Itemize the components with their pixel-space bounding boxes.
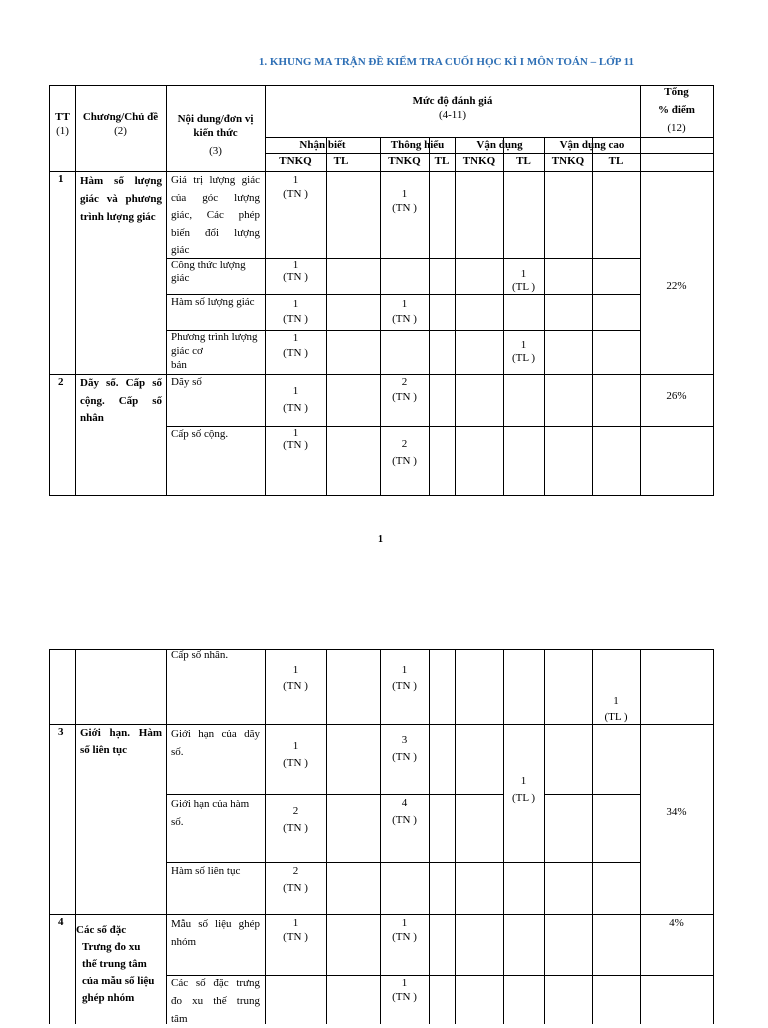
chapter-name: Giới hạn. Hàm số liên tục [80,727,162,756]
mark-cell: 1 (TN ) [392,298,417,325]
mark-cell: 1 (TN ) [392,664,417,692]
content-unit: Dãy số [171,376,202,388]
header-van-dung: Vận dụng [476,139,523,151]
mark-cell: 2 (TN ) [392,376,417,403]
mark-cell: 1 (TL ) [511,268,536,293]
header-tl: TL [516,155,531,167]
header-tnkq: TNKQ [462,155,496,167]
row-number: 3 [58,726,64,738]
content-unit: Công thức lượng giác [171,259,246,284]
chapter-name: Hàm số lượng giác và phương trình lượng giác [80,175,162,223]
mark-cell: 1 (TN ) [283,298,308,325]
row-number: 1 [58,173,64,185]
header-tl: TL [333,155,349,167]
mark-cell: 1 (TN ) [283,427,308,451]
mark-cell: 1 (TN ) [283,740,308,769]
mark-cell: 4 (TN ) [392,797,417,826]
header-noi-dung: Nội dung/đơn vị kiến thức (3) [177,113,254,157]
mark-cell: 1 (TN ) [283,385,308,414]
mark-cell: 1 (TN ) [392,917,417,943]
content-unit: Phương trình lượng giác cơ bản [171,331,258,371]
header-van-dung-cao: Vận dụng cao [559,139,625,151]
total-percent: 22% [666,280,687,292]
header-tl: TL [608,155,624,167]
mark-cell: 1 (TN ) [283,259,308,283]
mark-cell: 1 (TL ) [604,695,628,723]
total-percent: 26% [666,390,687,402]
content-unit: Mẫu số liệu ghép nhóm [171,918,260,948]
mark-cell: 1 (TL ) [511,339,536,364]
page-number: 1 [378,534,383,545]
header-tt: TT (1) [55,111,70,137]
mark-cell: 1 (TN ) [392,977,417,1003]
chapter-name: Các số đặc Trưng đo xu thế trung tâm của mẫu số liệu ghép nhóm [76,924,155,1004]
page-title: 1. KHUNG MA TRẬN ĐỀ KIỂM TRA CUỐI HỌC KÌ I MÔN TOÁN – LỚP 11 [258,56,634,68]
mark-cell: 3 (TN ) [392,734,417,763]
content-unit: Giá trị lượng giác của góc lượng giác, Các phép biến đổi lượng giác [171,174,260,256]
mark-cell: 1 (TN ) [283,664,308,692]
content-unit: Cấp số cộng. [171,428,229,440]
content-unit: Cấp số nhân. [171,649,229,661]
header-tnkq: TNKQ [388,155,421,167]
total-percent: 4% [669,917,684,929]
total-percent: 34% [666,806,687,818]
content-unit: Hàm số lượng giác [171,296,255,308]
content-unit: Các số đặc trưng đo xu thế trung tâm [171,977,260,1025]
mark-cell: 2 (TN ) [283,865,308,894]
chapter-name: Dãy số. Cấp số cộng. Cấp số nhân [80,377,162,424]
header-chuong: Chương/Chủ đề (2) [82,111,159,137]
content-unit: Giới hạn của hàm số. [171,798,250,828]
header-muc-do: Mức độ đánh giá (4-11) [412,95,493,121]
mark-cell: 1 (TN ) [283,917,308,943]
mark-cell: 2 (TN ) [283,805,308,834]
header-tnkq: TNKQ [551,155,585,167]
content-unit: Hàm số liên tục [171,865,241,877]
header-thong-hieu: Thông hiểu [390,139,445,151]
mark-cell: 2 (TN ) [392,438,417,467]
row-number: 4 [58,916,64,928]
header-tl: TL [434,155,450,167]
mark-cell: 1 (TN ) [392,188,417,214]
content-unit: Giới hạn của dãy số. [171,728,260,758]
header-tnkq: TNKQ [279,155,312,167]
mark-cell: 1 (TN ) [283,332,308,359]
header-tong: Tổng % điểm (12) [658,86,695,134]
row-number: 2 [58,376,64,388]
header-nhan-biet: Nhận biết [299,139,346,151]
mark-cell: 1 (TN ) [283,174,308,200]
mark-cell: 1 (TL ) [511,775,536,804]
